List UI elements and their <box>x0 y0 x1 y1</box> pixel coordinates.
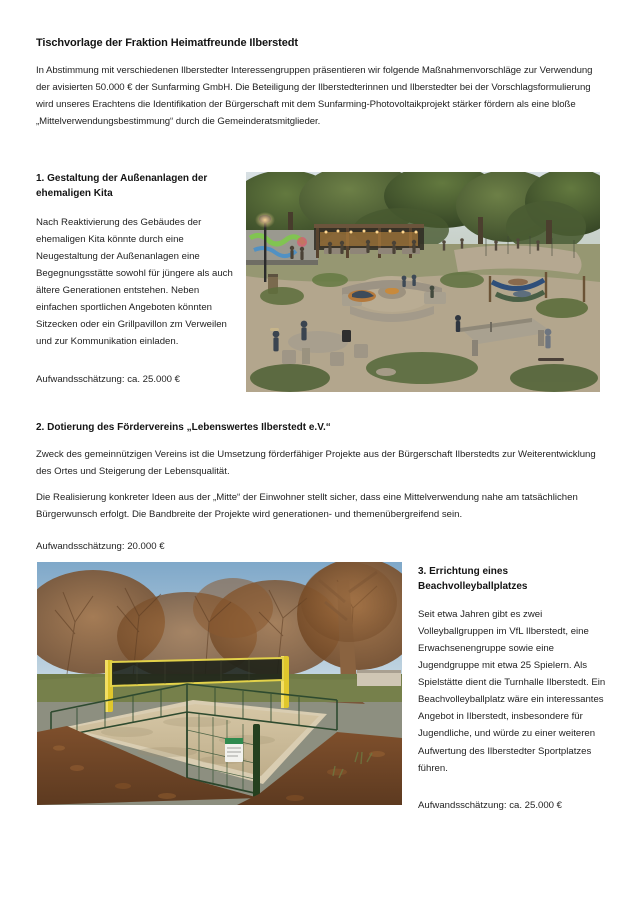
figure-park-outdoor-area <box>246 172 600 392</box>
park-illustration <box>246 172 600 392</box>
section-3-body: Seit etwa Jahren gibt es zwei Volleyballgruppen im VfL Ilberstedt, eine Erwachsenengruppe sowie eine Jugendgruppe mit etwa 25 Spielern. Als Spielstätte dient die Turnhalle Ilberstedt. Ein Beachvolleyballplatz wäre ein interessantes Angebot in Ilberstedt, insbesondere für Jugendliche, und würde zu einer weiteren Aufwertung des Ilberstedter Sportplatzes führen. <box>418 609 606 774</box>
figure-beach-volleyball-court <box>37 562 402 805</box>
intro-paragraph: In Abstimmung mit verschiedenen Ilberstedter Interessengruppen präsentieren wir folgende Maßnahmenvorschläge zur Verwendung der avisierten 50.000 € der Sunfarming GmbH. Die Beteiligung der Ilberstedterinnen und Ilberstedter bei der Vorschlagsformulierung wird unseres Erachtens die Identifikation der Bürgerschaft mit dem Sunfarming-Photovoltaikprojekt stärker fördern als eine bloße „Mittelverwendungsbestimmung“ durch die Gemeinderatsmitglieder. <box>36 65 593 128</box>
section-1-cost-estimate: Aufwandsschätzung: ca. 25.000 € <box>36 374 181 385</box>
section-2-cost-estimate: Aufwandsschätzung: 20.000 € <box>36 541 165 552</box>
section-2-paragraph-2: Die Realisierung konkreter Ideen aus der „Mitte“ der Einwohner stellt sicher, dass eine Mittelverwendung nahe am tatsächlichen Bürgerwunsch erfolgt. Die Bandbreite der Projekte wird generationen- und themenübergreifend sein. <box>36 492 578 521</box>
section-2-heading: 2. Dotierung des Fördervereins „Lebenswertes Ilberstedt e.V.“ <box>36 422 331 433</box>
section-3-heading: 3. Errichtung eines Beachvolleyballplatzes <box>418 566 528 592</box>
section-2-paragraph-1: Zweck des gemeinnützigen Vereins ist die Umsetzung förderfähiger Projekte aus der Bürgerschaft Ilberstedts zur Weiterentwicklung des Ortes und Steigerung der Lebensqualität. <box>36 449 596 478</box>
page-title: Tischvorlage der Fraktion Heimatfreunde Ilberstedt <box>36 37 298 49</box>
section-1-heading: 1. Gestaltung der Außenanlagen der ehemaligen Kita <box>36 173 208 199</box>
section-3-cost-estimate: Aufwandsschätzung: ca. 25.000 € <box>418 800 563 811</box>
section-1-body: Nach Reaktivierung des Gebäudes der ehemaligen Kita könnte durch eine Neugestaltung der Außenanlagen eine Begegnungsstätte sowohl für jüngere als auch ältere Generationen entstehen. Neben einfachen sportlichen Angeboten könnten Sitzecken oder ein Grillpavillon zm Verweilen und zur Kommunikation einladen. <box>36 217 233 348</box>
volleyball-illustration <box>37 562 402 805</box>
